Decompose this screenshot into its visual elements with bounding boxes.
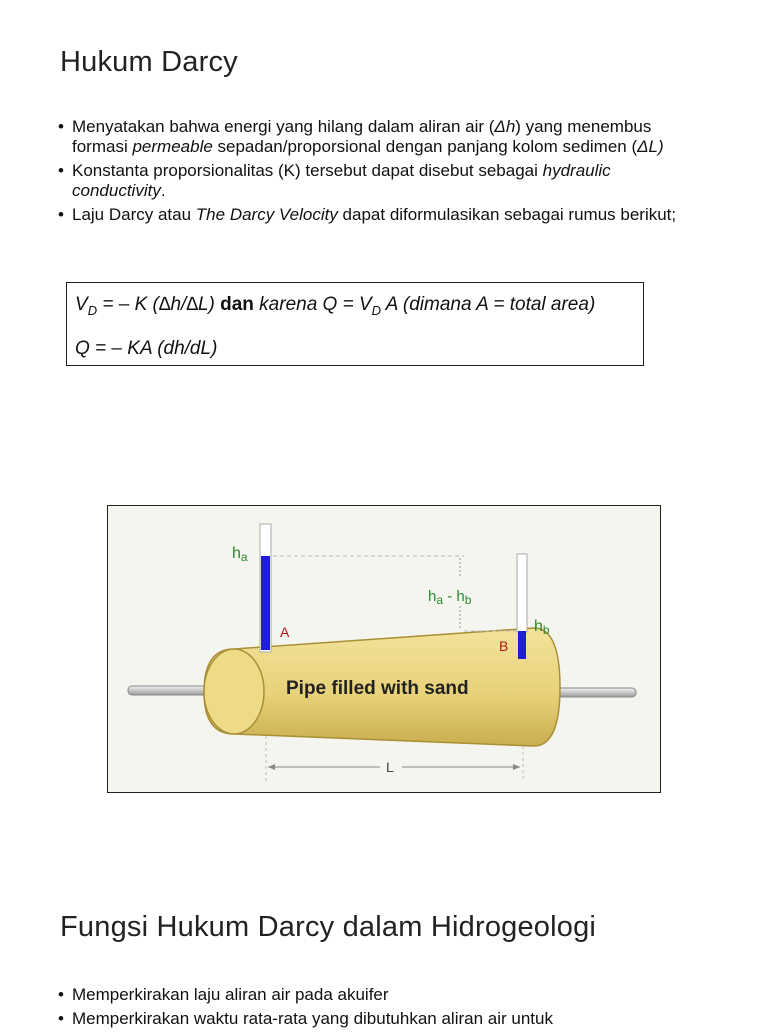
label-point-b: B [499, 638, 509, 654]
water-column-b [518, 631, 526, 659]
section-title-fungsi: Fungsi Hukum Darcy dalam Hidrogeologi [60, 911, 597, 943]
fungsi-bullet-list [58, 985, 698, 1033]
bullet-darcy-velocity: • Laju Darcy atau The Darcy Velocity dapat diformulasikan sebagai rumus berikut; [58, 205, 698, 225]
label-head-difference: $h_a - h_b$ [428, 588, 472, 607]
label-point-a: A [280, 624, 290, 640]
label-ha: ha [232, 545, 248, 564]
right-rod [548, 688, 636, 697]
formula-box [66, 282, 644, 366]
formula-line-2: Q = – KA (dh/dL) [75, 338, 218, 359]
bullet-hydraulic-conductivity: • Konstanta proporsionalitas (K) tersebut dapat disebut sebagai hydraulic conductivity. [58, 161, 698, 201]
darcy-pipe-figure [107, 505, 661, 793]
formula-line-1: $V_D$ = – K (∆h/∆L) dan karena $Q = V_D$ A (dimana A = total area) [75, 294, 596, 318]
label-length: L [386, 759, 394, 775]
bullet-flow-rate: • Memperkirakan laju aliran air pada akuifer [58, 985, 698, 1005]
bullet-travel-time: • Memperkirakan waktu rata-rata yang dibutuhkan aliran air untuk [58, 1009, 698, 1029]
standpipe-b [517, 554, 527, 632]
darcy-bullet-list [58, 117, 698, 229]
bullet-energy-loss: • Menyatakan bahwa energi yang hilang dalam aliran air (Δh) yang menembus formasi permeable sepadan/proporsional dengan panjang kolom sedimen (ΔL) [58, 117, 698, 157]
water-column-a [261, 556, 270, 650]
pipe-label: Pipe filled with sand [286, 678, 469, 699]
page-title: Hukum Darcy [60, 46, 238, 78]
label-hb: hb [534, 618, 550, 637]
